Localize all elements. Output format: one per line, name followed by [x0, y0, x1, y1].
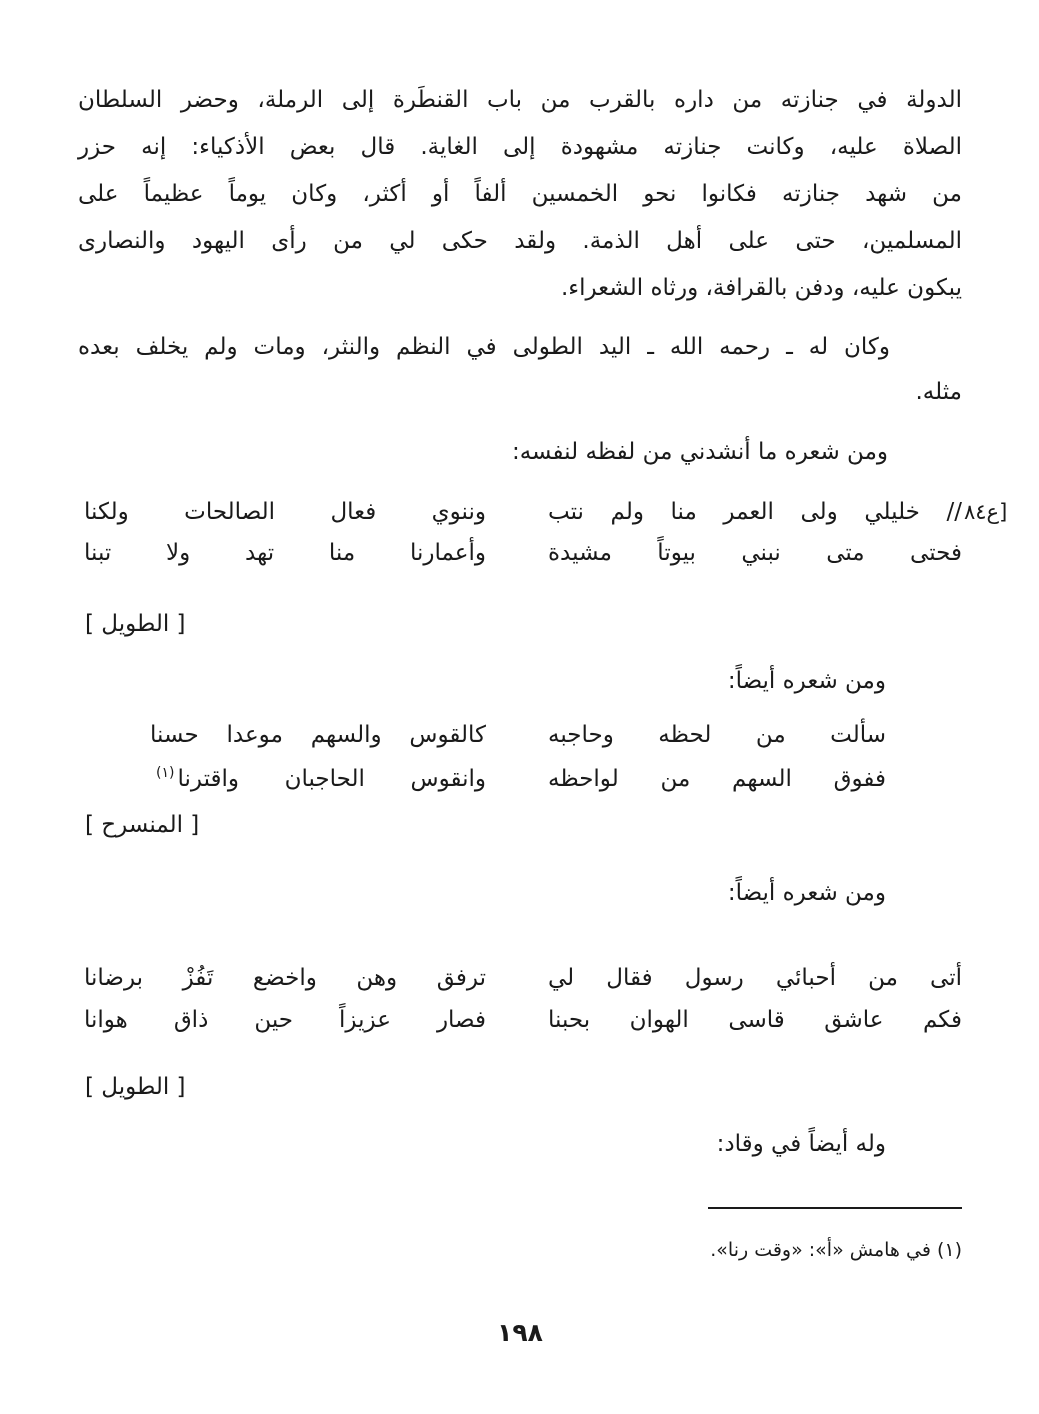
meter-label: [ الطويل ] — [85, 611, 186, 637]
verse-ajuz: فصار عزيزاً حين ذاق هوانا — [84, 1007, 486, 1033]
paragraph-line: مثله. — [915, 379, 962, 405]
folio-marker: ٨٤ع] — [964, 500, 1008, 524]
verse-ajuz: ترفق وهن واخضع تَفُزْ برضانا — [84, 965, 486, 991]
verse-ajuz: كالقوس والسهم موعدا حسنا — [150, 722, 486, 748]
paragraph-line: الدولة في جنازته من داره بالقرب من باب القنطَرة إلى الرملة، وحضر السلطان — [78, 87, 962, 113]
poem-intro: ومن شعره ما أنشدني من لفظه لنفسه: — [511, 439, 888, 465]
verse-ajuz: وننوي فعال الصالحات ولكنا — [84, 499, 486, 525]
meter-label: [ المنسرح ] — [85, 812, 200, 838]
meter-label: [ الطويل ] — [85, 1074, 186, 1100]
verse-sadr: أتى من أحبائي رسول فقال لي — [548, 965, 962, 991]
poem-intro: وله أيضاً في وقاد: — [716, 1131, 886, 1157]
paragraph-line: من شهد جنازته فكانوا نحو الخمسين ألفاً أو أكثر، وكان يوماً عظيماً على — [78, 181, 962, 207]
verse-ajuz — [156, 759, 486, 799]
verse-ajuz: وأعمارنا منا تهد ولا تبنا — [84, 540, 486, 566]
footnote: (١) في هامش «أ»: «وقت رنا». — [710, 1239, 962, 1261]
verse-ajuz-text: وانقوس الحاجبان واقترنا — [177, 766, 486, 792]
verse-sadr: سألت من لحظه وحاجبه — [548, 722, 886, 748]
poem-intro: ومن شعره أيضاً: — [727, 668, 886, 694]
footnote-ref: (١) — [156, 765, 175, 781]
paragraph-line: وكان له ـ رحمه الله ـ اليد الطولى في النظم والنثر، ومات ولم يخلف بعده — [78, 334, 890, 360]
verse-sadr: فحتى متى نبني بيوتاً مشيدة — [548, 540, 962, 566]
paragraph-line: المسلمين، حتى على أهل الذمة. ولقد حكى لي من رأى اليهود والنصارى — [78, 228, 962, 254]
verse-sadr: // خليلي ولى العمر منا ولم نتب — [548, 499, 962, 525]
paragraph-line: يبكون عليه، ودفن بالقرافة، ورثاه الشعراء. — [560, 275, 962, 301]
poem-intro: ومن شعره أيضاً: — [727, 880, 886, 906]
paragraph-line: الصلاة عليه، وكانت جنازته مشهودة إلى الغاية. قال بعض الأذكياء: إنه حزر — [78, 134, 962, 160]
verse-sadr: ففوق السهم من لواحظه — [548, 766, 886, 792]
page-number: ١٩٨ — [497, 1318, 543, 1347]
verse-sadr: فكم عاشق قاسى الهوان بحبنا — [548, 1007, 962, 1033]
footnote-separator — [708, 1207, 962, 1209]
